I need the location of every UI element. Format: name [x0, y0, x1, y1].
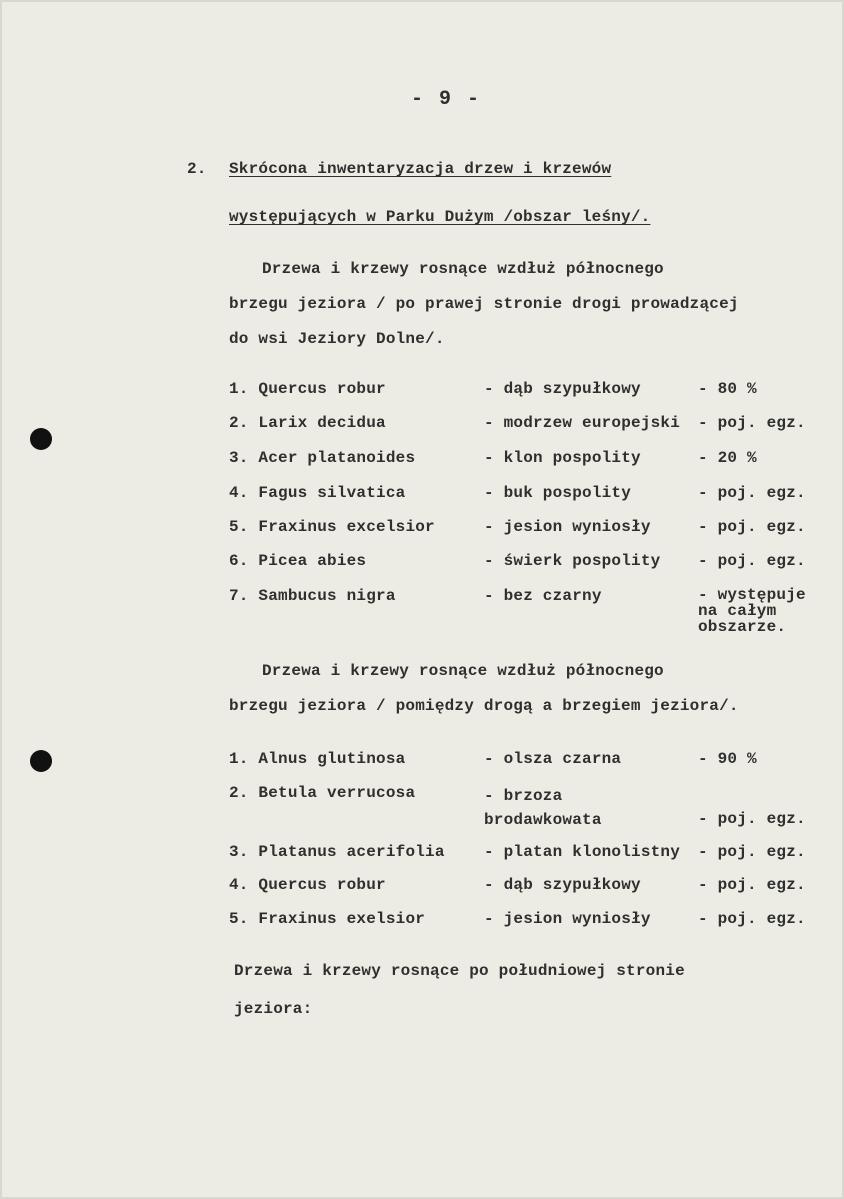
row-polish: - brzoza brodawkowata [484, 787, 602, 829]
group2-intro-line1: Drzewa i krzewy rosnące wzdłuż północnego [262, 662, 664, 680]
row-polish: - klon pospolity [484, 449, 641, 467]
row-latin: 3. Platanus acerifolia [229, 843, 445, 861]
row-amount: - występuje na całym obszarze. [698, 586, 806, 636]
row-latin: 5. Fraxinus excelsior [229, 518, 435, 536]
row-polish: - dąb szypułkowy [484, 380, 641, 398]
row-amount: - poj. egz. [698, 810, 806, 828]
row-amount: - 90 % [698, 750, 757, 768]
row-polish: - dąb szypułkowy [484, 876, 641, 894]
section-number: 2. [187, 160, 207, 178]
punch-hole-top [30, 428, 52, 450]
row-amount: - poj. egz. [698, 414, 806, 432]
punch-hole-bottom [30, 750, 52, 772]
row-latin: 4. Fagus silvatica [229, 484, 406, 502]
row-amount: - poj. egz. [698, 876, 806, 894]
group1-intro-line1: Drzewa i krzewy rosnące wzdłuż północnego [262, 260, 664, 278]
group1-intro-line2: brzegu jeziora / po prawej stronie drogi prowadzącej [229, 295, 739, 313]
row-latin: 1. Alnus glutinosa [229, 750, 406, 768]
row-latin: 7. Sambucus nigra [229, 587, 396, 605]
row-latin: 2. Betula verrucosa [229, 784, 416, 802]
row-polish: - platan klonolistny [484, 843, 681, 861]
row-latin: 1. Quercus robur [229, 380, 386, 398]
row-latin: 5. Fraxinus exelsior [229, 910, 426, 928]
row-polish: - olsza czarna [484, 750, 622, 768]
row-amount: - poj. egz. [698, 518, 806, 536]
group2-intro-line2: brzegu jeziora / pomiędzy drogą a brzegiem jeziora/. [229, 697, 739, 715]
row-amount: - poj. egz. [698, 552, 806, 570]
row-amount: - 20 % [698, 449, 757, 467]
section-title-line1: Skrócona inwentaryzacja drzew i krzewów [229, 160, 612, 178]
group3-intro-line2: jeziora: [234, 1000, 313, 1018]
row-polish: - jesion wyniosły [484, 910, 651, 928]
group3-intro-line1: Drzewa i krzewy rosnące po południowej stronie [234, 962, 685, 980]
row-latin: 4. Quercus robur [229, 876, 386, 894]
section-title-line2: występujących w Parku Dużym /obszar leśny/. [229, 208, 651, 226]
row-amount: - 80 % [698, 380, 757, 398]
row-amount: - poj. egz. [698, 843, 806, 861]
row-latin: 6. Picea abies [229, 552, 367, 570]
row-latin: 2. Larix decidua [229, 414, 386, 432]
row-polish: - buk pospolity [484, 484, 632, 502]
group1-intro-line3: do wsi Jeziory Dolne/. [229, 330, 445, 348]
row-polish: - jesion wyniosły [484, 518, 651, 536]
page-number: - 9 - [411, 88, 482, 111]
row-amount: - poj. egz. [698, 910, 806, 928]
row-polish: - świerk pospolity [484, 552, 661, 570]
row-polish: - bez czarny [484, 587, 602, 605]
row-latin: 3. Acer platanoides [229, 449, 416, 467]
row-amount: - poj. egz. [698, 484, 806, 502]
row-polish: - modrzew europejski [484, 414, 681, 432]
